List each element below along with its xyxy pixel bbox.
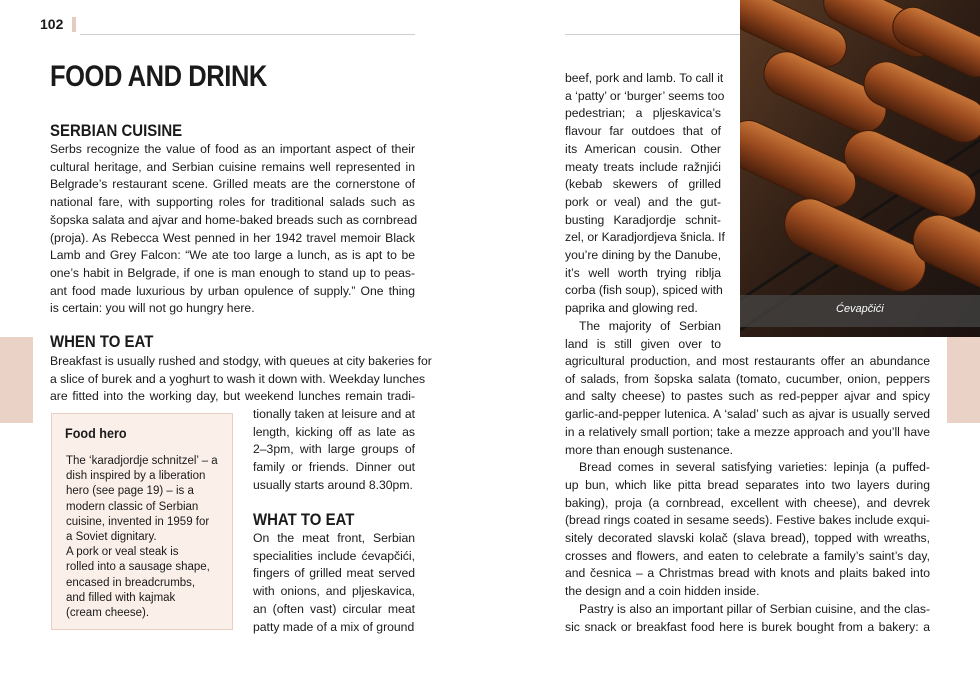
text-line: Serbs recognize the value of food as an important aspect of their	[50, 142, 415, 156]
header-rule-left	[80, 34, 415, 35]
sidebar-line: rolled into a sausage shape,	[66, 561, 210, 574]
page-number: 102	[40, 16, 64, 32]
text-line: tionally taken at leisure and at	[253, 407, 415, 421]
text-line: usually starts around 8.30pm.	[253, 477, 413, 492]
text-line: the design and a coin hidden inside.	[565, 584, 760, 599]
text-line: zel, or Karadjordjeva šnicla. If	[565, 230, 725, 245]
text-line: national fare, with supporting roles for traditional salads such as	[50, 195, 415, 210]
text-line: Pastry is also an important pillar of Serbian cuisine, and the clas-	[579, 601, 930, 616]
text-line: sitely decorated slavski kolač (slava bread), topped with wreaths,	[565, 531, 930, 546]
text-line: flavour far outdoes that of	[565, 124, 721, 139]
text-line: corba (fish soup), spiced with	[565, 283, 723, 298]
page-number-marker	[72, 17, 76, 32]
heading-when-to-eat: WHEN TO EAT	[50, 332, 154, 351]
text-line: garlic-and-pepper lutenica. A ‘salad’ such as ajvar is usually served	[565, 407, 930, 422]
right-column-wide-text	[565, 353, 930, 636]
text-line: Breakfast is usually rushed and stodgy, with queues at city bakeries for	[50, 354, 432, 368]
text-line: On the meat front, Serbian	[253, 531, 415, 545]
text-line: patty made of a mix of ground	[253, 619, 415, 634]
text-line: crosses and flowers, and eaten to celebrate a family’s saint’s day,	[565, 548, 930, 563]
photo-caption: Ćevapčići	[836, 303, 884, 315]
sidebar-line: The ‘karadjordje schnitzel’ – a	[66, 455, 218, 467]
sidebar-line: encased in breadcrumbs,	[66, 576, 196, 589]
text-line: baking), proja (a cornbread, excellent with cheese), and devrek	[565, 495, 930, 510]
text-line: are fitted into the working day, but weekend lunches remain tradi-	[50, 389, 415, 404]
heading-what-to-eat: WHAT TO EAT	[253, 510, 355, 529]
text-line: (proja). As Rebecca West penned in her 1942 travel memoir Black	[50, 230, 415, 245]
text-line: it’s well worth trying riblja	[565, 265, 721, 280]
text-line: pedestrian; a pljeskavica’s	[565, 106, 721, 121]
when-to-eat-text	[50, 353, 432, 406]
page-title: FOOD AND DRINK	[50, 60, 267, 93]
when-to-eat-text-narrow	[253, 406, 415, 495]
sidebar-line: A pork or veal steak is	[66, 546, 179, 559]
cevapcici-photo	[740, 0, 980, 337]
text-line: paprika and glowing red.	[565, 301, 698, 316]
text-line: more than enough sustenance.	[565, 442, 734, 457]
text-line: Bread comes in several satisfying varieties: lepinja (a puffed-	[579, 460, 930, 475]
right-column-narrow-text	[565, 70, 725, 353]
sidebar-line: hero (see page 19) – is a	[66, 485, 194, 498]
text-line: in a relatively small portion; take a mezze approach and you’ll have	[565, 424, 930, 439]
text-line: sic snack or breakfast food here is burek bought from a bakery: a	[565, 619, 930, 634]
grilled-sausages-illustration	[740, 0, 980, 337]
text-line: busting Karadjordje schnit-	[565, 212, 721, 227]
serbian-cuisine-text	[50, 141, 418, 318]
text-line: and salty cheese) to pastes such as red-pepper ajvar and spicy	[565, 389, 930, 404]
thumb-tab-right	[947, 337, 980, 423]
text-line: Belgrade’s restaurant scene. Grilled meats are the cornerstone of	[50, 177, 415, 192]
text-line: The majority of Serbian	[579, 318, 721, 333]
sidebar-body	[66, 454, 218, 621]
text-line: and česnica – a Christmas bread with knots and plaits baked into	[565, 566, 930, 581]
text-line: family or friends. Dinner out	[253, 460, 415, 475]
text-line: cultural heritage, and Serbian cuisine remains well represented in	[50, 159, 415, 174]
text-line: (bread rings coated in sesame seeds). Festive bakes include exqui-	[565, 513, 930, 528]
heading-serbian-cuisine: SERBIAN CUISINE	[50, 121, 183, 140]
sidebar-line: a Soviet dignitary.	[66, 531, 157, 544]
text-line: land is still given over to	[565, 336, 721, 351]
text-line: one’s habit in Belgrade, if one is man enough to stand up to peas-	[50, 265, 415, 280]
what-to-eat-text	[253, 530, 415, 636]
text-line: you’re dining by the Danube,	[565, 248, 721, 263]
sidebar-title: Food hero	[65, 425, 127, 441]
thumb-tab-left	[0, 337, 33, 423]
text-line: specialities include ćevapčići,	[253, 548, 415, 563]
text-line: 2–3pm, with large groups of	[253, 442, 415, 457]
sidebar-line: dish inspired by a liberation	[66, 470, 206, 483]
text-line: up bun, which like pitta bread separates into two layers during	[565, 477, 930, 492]
sidebar-line: cuisine, invented in 1959 for	[66, 515, 210, 528]
photo-caption-bar	[740, 295, 980, 327]
text-line: pork or veal) and the gut-	[565, 194, 721, 209]
sidebar-line: and filled with kajmak	[66, 591, 176, 604]
text-line: Lamb and Grey Falcon: “We ate too large a lunch, as is apt to be	[50, 248, 415, 263]
header-rule-right	[565, 34, 740, 35]
sidebar-line: (cream cheese).	[66, 607, 150, 620]
text-line: an (often vast) circular meat	[253, 601, 415, 616]
text-line: (kebab skewers of grilled	[565, 177, 721, 192]
text-line: agricultural production, and most restaurants offer an abundance	[565, 354, 930, 368]
text-line: is certain: you will not go hungry here.	[50, 301, 255, 316]
text-line: its American cousin. Other	[565, 141, 721, 156]
sidebar-line: modern classic of Serbian	[66, 500, 199, 513]
text-line: fingers of grilled meat served	[253, 566, 415, 581]
text-line: beef, pork and lamb. To call it	[565, 71, 724, 85]
text-line: length, kicking off as late as	[253, 424, 415, 439]
text-line: a slice of burek and a yoghurt to wash it down with. Weekday lunches	[50, 371, 426, 386]
text-line: meaty treats include ražnjići	[565, 159, 721, 174]
text-line: with onions, and pljeskavica,	[253, 584, 415, 599]
text-line: a ‘patty’ or ‘burger’ seems too	[565, 88, 725, 103]
text-line: šopska salata and ajvar and home-baked breads such as cornbread	[50, 212, 418, 227]
text-line: of salads, from šopska salata (tomato, cucumber, onion, peppers	[565, 371, 930, 386]
sidebar-food-hero	[51, 413, 233, 630]
text-line: ant food made luxurious by urban opulence of supply.” One thing	[50, 283, 415, 298]
